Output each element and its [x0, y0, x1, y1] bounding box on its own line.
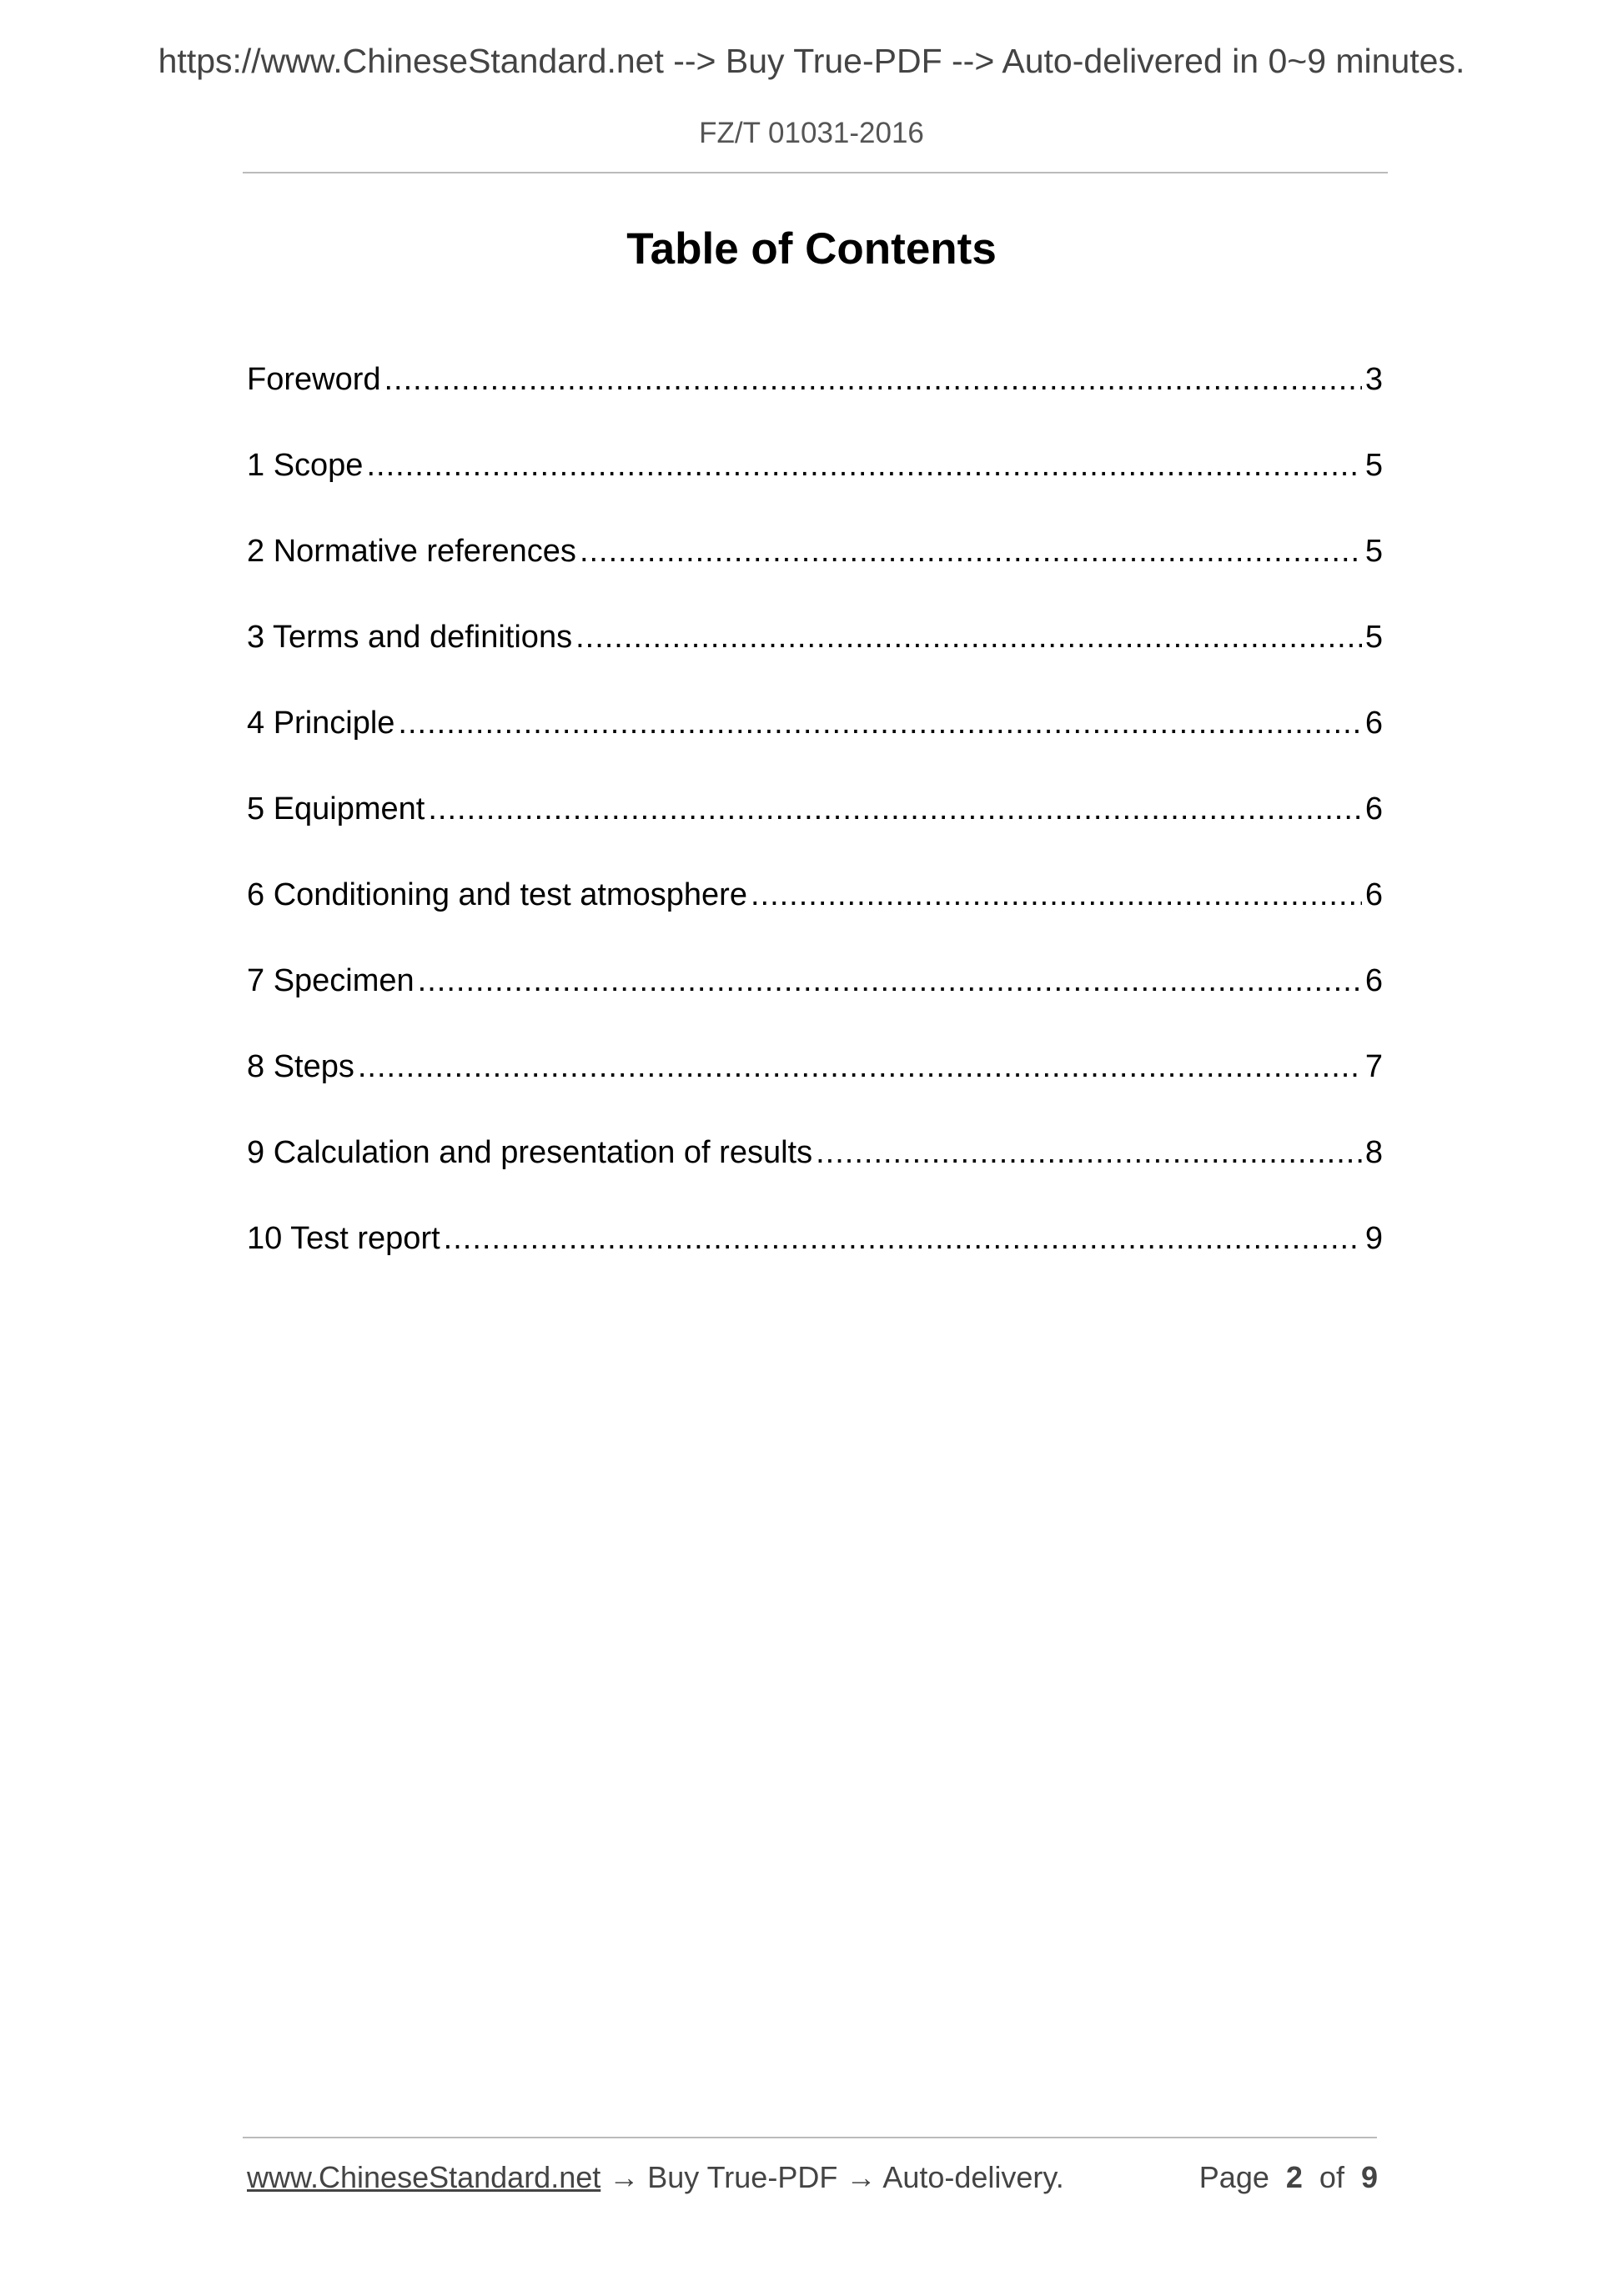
toc-entry-label: 7 Specimen — [247, 963, 415, 998]
of-word: of — [1319, 2160, 1344, 2194]
page-word: Page — [1198, 2160, 1269, 2194]
toc-dot-leader — [751, 867, 1362, 922]
toc-dot-leader — [580, 524, 1362, 579]
toc-dot-leader — [398, 696, 1361, 751]
toc-entry-label: 5 Equipment — [247, 791, 425, 826]
footer-website-link[interactable]: www.ChineseStandard.net — [247, 2160, 601, 2194]
toc-entry-page: 7 — [1364, 1049, 1383, 1084]
table-of-contents — [247, 352, 1383, 1297]
toc-dot-leader — [575, 610, 1362, 665]
toc-entry-normative-references[interactable] — [247, 524, 1383, 610]
toc-entry-page: 9 — [1364, 1221, 1383, 1256]
toc-entry-label: 1 Scope — [247, 448, 364, 483]
toc-dot-leader — [428, 781, 1361, 837]
toc-entry-calculation[interactable] — [247, 1125, 1383, 1211]
toc-dot-leader — [358, 1039, 1362, 1094]
toc-entry-page: 3 — [1364, 362, 1383, 397]
toc-entry-label: Foreword — [247, 362, 381, 397]
toc-entry-page: 5 — [1364, 620, 1383, 655]
toc-entry-steps[interactable] — [247, 1039, 1383, 1125]
toc-entry-label: 10 Test report — [247, 1221, 440, 1256]
total-page-number: 9 — [1360, 2160, 1378, 2194]
toc-entry-specimen[interactable] — [247, 953, 1383, 1039]
toc-entry-label: 2 Normative references — [247, 534, 576, 569]
document-code: FZ/T 01031-2016 — [699, 117, 924, 149]
toc-dot-leader — [444, 1211, 1362, 1266]
toc-entry-page: 6 — [1364, 706, 1383, 741]
toc-entry-page: 8 — [1364, 1135, 1383, 1170]
top-banner: https://www.ChineseStandard.net --> Buy True-PDF --> Auto-delivered in 0~9 minutes. — [158, 42, 1465, 80]
current-page-number: 2 — [1285, 2160, 1303, 2194]
toc-dot-leader — [366, 438, 1361, 493]
toc-entry-label: 8 Steps — [247, 1049, 354, 1084]
toc-entry-label: 9 Calculation and presentation of results — [247, 1135, 813, 1170]
toc-entry-conditioning[interactable] — [247, 867, 1383, 953]
toc-entry-equipment[interactable] — [247, 781, 1383, 867]
footer-tagline: → Buy True-PDF → Auto-delivery. — [600, 2160, 1064, 2194]
toc-dot-leader — [418, 953, 1362, 1008]
toc-entry-page: 6 — [1364, 963, 1383, 998]
toc-entry-principle[interactable] — [247, 696, 1383, 781]
toc-dot-leader — [816, 1125, 1362, 1180]
toc-entry-foreword[interactable] — [247, 352, 1383, 438]
page-title: Table of Contents — [626, 224, 997, 274]
header-divider — [243, 172, 1388, 173]
toc-entry-label: 6 Conditioning and test atmosphere — [247, 877, 747, 912]
toc-entry-page: 5 — [1364, 448, 1383, 483]
footer-divider — [243, 2137, 1377, 2138]
toc-entry-label: 3 Terms and definitions — [247, 620, 573, 655]
toc-dot-leader — [384, 352, 1362, 407]
toc-entry-scope[interactable] — [247, 438, 1383, 524]
toc-entry-label: 4 Principle — [247, 706, 395, 741]
page-footer — [247, 2160, 1378, 2195]
toc-entry-test-report[interactable] — [247, 1211, 1383, 1297]
toc-entry-terms-and-definitions[interactable] — [247, 610, 1383, 696]
toc-entry-page: 6 — [1364, 877, 1383, 912]
page-counter — [1199, 2160, 1378, 2195]
toc-entry-page: 6 — [1364, 791, 1383, 826]
toc-entry-page: 5 — [1364, 534, 1383, 569]
